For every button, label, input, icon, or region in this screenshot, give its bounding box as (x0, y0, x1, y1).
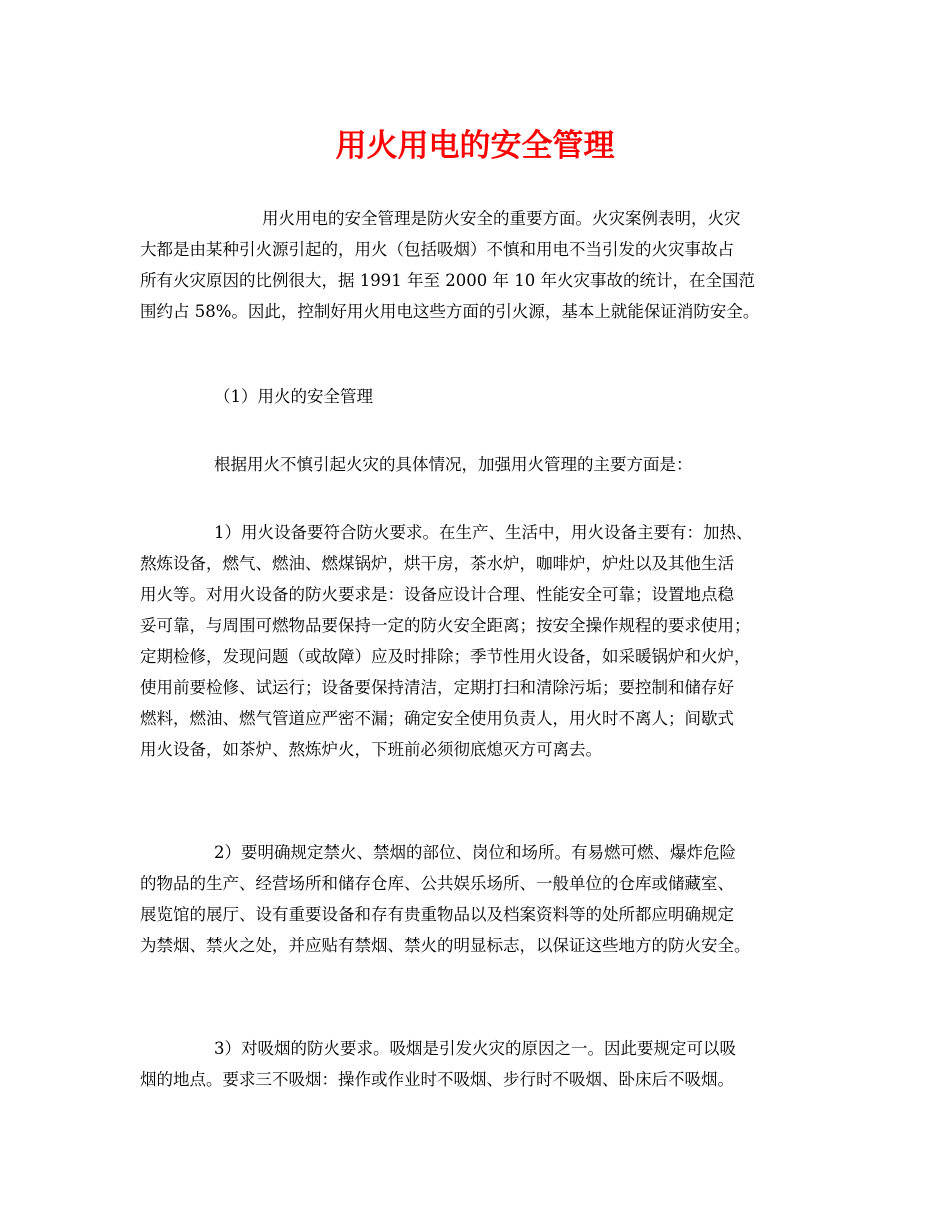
paragraph-line: 所有火灾原因的比例很大，据 1991 年至 2000 年 10 年火灾事故的统计，在全国范 (140, 271, 755, 290)
section-heading-text: （1）用火的安全管理 (214, 387, 373, 406)
paragraph-line: 围约占 58%。因此，控制好用火用电这些方面的引火源，基本上就能保证消防安全。 (140, 302, 760, 321)
paragraph-line: 定期检修，发现问题（或故障）应及时排除；季节性用火设备，如采暖锅炉和火炉， (140, 647, 751, 666)
paragraph-line: 3）对吸烟的防火要求。吸烟是引发火灾的原因之一。因此要规定可以吸 (214, 1039, 736, 1058)
paragraph-item-3 (140, 1033, 820, 1095)
paragraph-line: 2）要明确规定禁火、禁烟的部位、岗位和场所。有易燃可燃、爆炸危险 (214, 843, 736, 862)
paragraph-line: 燃料，燃油、燃气管道应严密不漏；确定安全使用负责人，用火时不离人；间歇式 (140, 709, 734, 728)
paragraph-line: 用火设备，如茶炉、熬炼炉火，下班前必须彻底熄灭方可离去。 (140, 740, 602, 759)
paragraph-item-1 (140, 517, 820, 765)
paragraph-intro (140, 203, 820, 327)
paragraph-line: 用火用电的安全管理是防火安全的重要方面。火灾案例表明，火灾 (262, 209, 741, 228)
paragraph-item-2 (140, 837, 820, 961)
paragraph-line: 的物品的生产、经营场所和储存仓库、公共娱乐场所、一般单位的仓库或储藏室、 (140, 874, 734, 893)
paragraph-line: 大都是由某种引火源引起的，用火（包括吸烟）不慎和用电不当引发的火灾事故占 (140, 240, 734, 259)
section-heading (140, 381, 820, 412)
paragraph-line: 妥可靠，与周围可燃物品要保持一定的防火安全距离；按安全操作规程的要求使用； (140, 616, 751, 635)
paragraph-lead (140, 449, 820, 480)
paragraph-line: 为禁烟、禁火之处，并应贴有禁烟、禁火的明显标志，以保证这些地方的防火安全。 (140, 936, 751, 955)
paragraph-line: 展览馆的展厅、设有重要设备和存有贵重物品以及档案资料等的处所都应明确规定 (140, 905, 734, 924)
paragraph-line: 烟的地点。要求三不吸烟：操作或作业时不吸烟、步行时不吸烟、卧床后不吸烟。 (140, 1070, 734, 1089)
paragraph-line: 熬炼设备，燃气、燃油、燃煤锅炉，烘干房，茶水炉，咖啡炉，炉灶以及其他生活 (140, 554, 734, 573)
paragraph-line: 1）用火设备要符合防火要求。在生产、生活中，用火设备主要有：加热、 (214, 523, 753, 542)
document-title: 用火用电的安全管理 (335, 128, 615, 164)
paragraph-line: 使用前要检修、试运行；设备要保持清洁，定期打扫和清除污垢；要控制和储存好 (140, 678, 734, 697)
paragraph-line: 用火等。对用火设备的防火要求是：设备应设计合理、性能安全可靠；设置地点稳 (140, 585, 734, 604)
paragraph-line: 根据用火不慎引起火灾的具体情况，加强用火管理的主要方面是： (214, 455, 693, 474)
